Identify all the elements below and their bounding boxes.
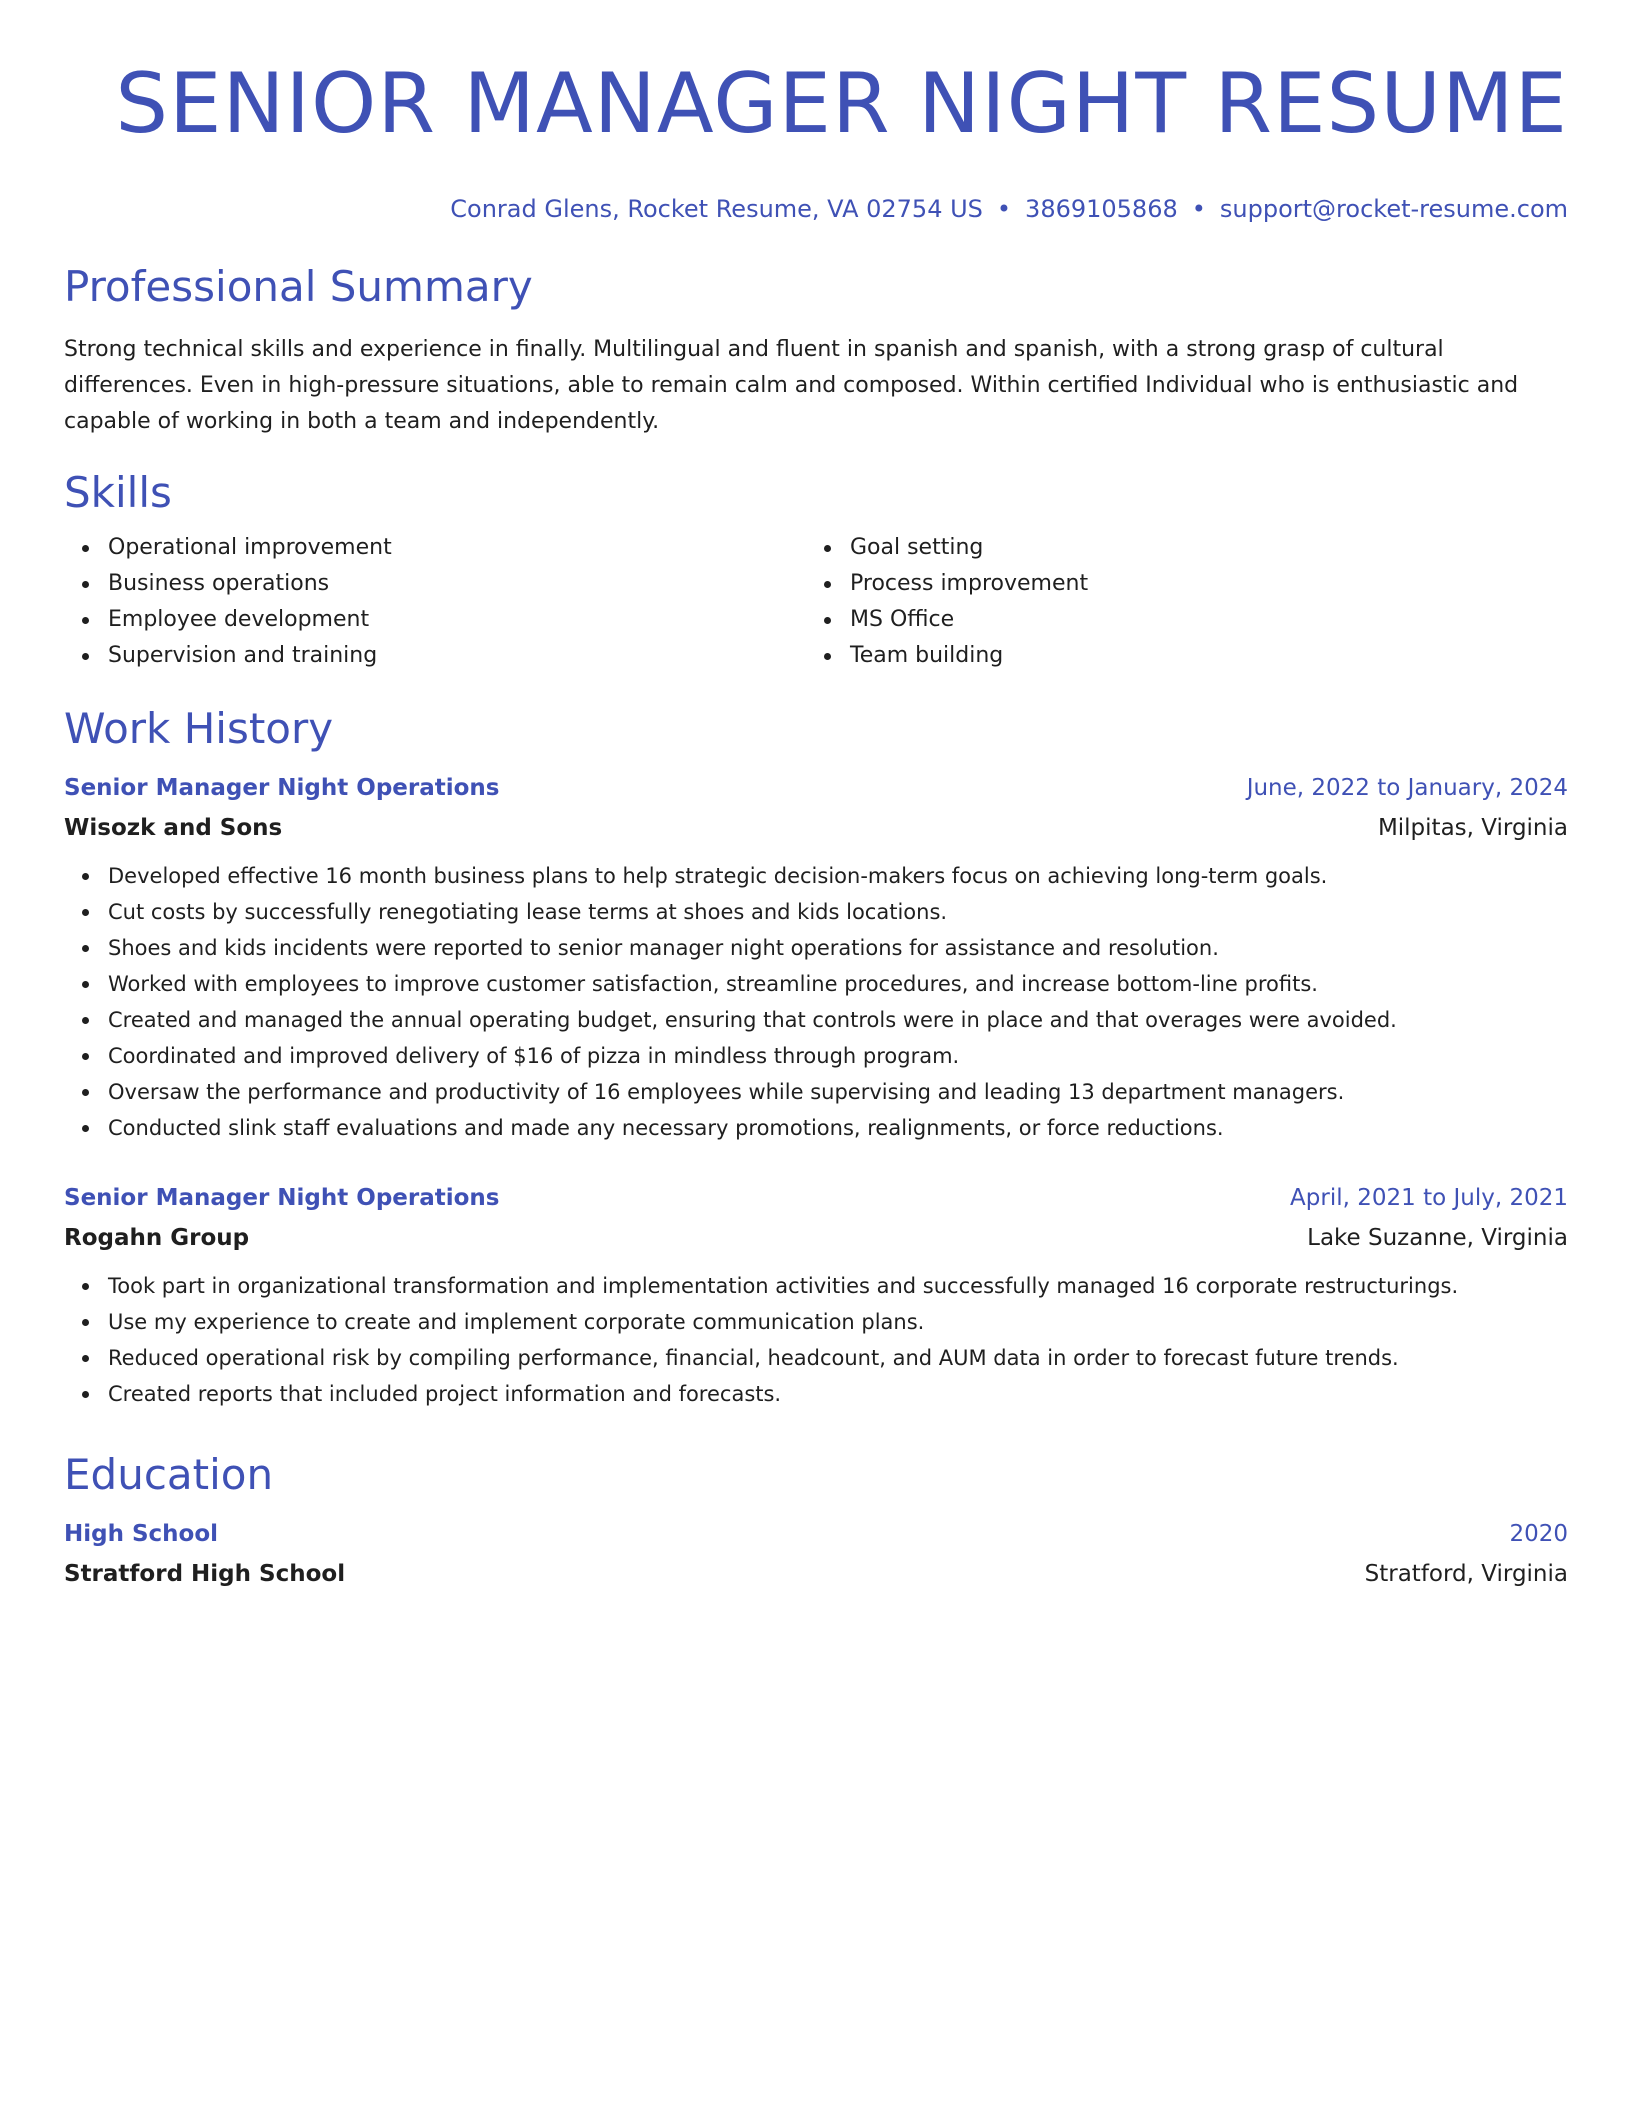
skills-list [64, 530, 1568, 674]
job-dates: April, 2021 to July, 2021 [1290, 1185, 1568, 1211]
skill-item: Process improvement [850, 566, 1548, 602]
job-company: Wisozk and Sons [64, 815, 283, 841]
job-location: Milpitas, Virginia [1377, 815, 1568, 841]
skill-item: Operational improvement [108, 530, 806, 566]
job-bullet: Took part in organizational transformation and implementation activities and successfully managed 16 corporate restructurings. [108, 1268, 1568, 1304]
skills-column-left [64, 530, 806, 674]
job-bullet: Conducted slink staff evaluations and made any necessary promotions, realignments, or force reductions. [108, 1110, 1568, 1146]
job-bullet: Created reports that included project information and forecasts. [108, 1376, 1568, 1412]
job-company-row [64, 808, 1568, 848]
contact-line [64, 194, 1568, 224]
summary-text: Strong technical skills and experience in finally. Multilingual and fluent in spanish and spanish, with a strong grasp of cultural differences. Even in high-pressure situations, able to remain calm and composed. Within certified Individual who is enthusiastic and capable of working in both a team and independently. [64, 337, 1519, 434]
job-title: Senior Manager Night Operations [64, 1185, 500, 1211]
education-header-row [64, 1514, 1568, 1554]
job-bullet: Reduced operational risk by compiling performance, financial, headcount, and AUM data in order to forecast future trends. [108, 1340, 1568, 1376]
job-bullet: Developed effective 16 month business plans to help strategic decision-makers focus on achieving long-term goals. [108, 858, 1568, 894]
job-company: Rogahn Group [64, 1225, 250, 1251]
contact-separator: • [996, 195, 1012, 223]
skill-item: Team building [850, 638, 1548, 674]
job-bullets [64, 858, 1568, 1146]
contact-address: Conrad Glens, Rocket Resume, VA 02754 US [450, 195, 983, 223]
skills-column-right [806, 530, 1548, 674]
summary-heading: Professional Summary [64, 262, 533, 311]
education-heading: Education [64, 1450, 274, 1499]
job-bullet: Shoes and kids incidents were reported to senior manager night operations for assistance and resolution. [108, 930, 1568, 966]
job-company-row [64, 1218, 1568, 1258]
job-title: Senior Manager Night Operations [64, 775, 500, 801]
job-bullet: Created and managed the annual operating budget, ensuring that controls were in place and that overages were avoided. [108, 1002, 1568, 1038]
education-school: Stratford High School [64, 1561, 346, 1587]
education-location: Stratford, Virginia [1364, 1561, 1568, 1587]
education-year: 2020 [1509, 1521, 1568, 1547]
education-entry [64, 1514, 1568, 1594]
skill-item: Business operations [108, 566, 806, 602]
skill-item: Employee development [108, 602, 806, 638]
job-bullet: Use my experience to create and implement corporate communication plans. [108, 1304, 1568, 1340]
job-bullet: Oversaw the performance and productivity of 16 employees while supervising and leading 13 department managers. [108, 1074, 1568, 1110]
contact-email: support@rocket-resume.com [1219, 195, 1568, 223]
contact-separator: • [1191, 195, 1206, 223]
skill-item: MS Office [850, 602, 1548, 638]
contact-phone: 3869105868 [1025, 195, 1178, 223]
job-header-row [64, 1178, 1568, 1218]
job-bullet: Cut costs by successfully renegotiating lease terms at shoes and kids locations. [108, 894, 1568, 930]
resume-title: SENIOR MANAGER NIGHT RESUME [115, 55, 1568, 152]
job-entry [64, 1178, 1568, 1412]
job-bullet: Worked with employees to improve customer satisfaction, streamline procedures, and increase bottom-line profits. [108, 966, 1568, 1002]
job-bullet: Coordinated and improved delivery of $16 of pizza in mindless through program. [108, 1038, 1568, 1074]
job-dates: June, 2022 to January, 2024 [1246, 775, 1568, 801]
work-history-heading: Work History [64, 704, 334, 753]
job-header-row [64, 768, 1568, 808]
skill-item: Goal setting [850, 530, 1548, 566]
skills-heading: Skills [64, 468, 172, 517]
job-bullets [64, 1268, 1568, 1412]
job-location: Lake Suzanne, Virginia [1307, 1225, 1568, 1251]
education-school-row [64, 1554, 1568, 1594]
job-entry [64, 768, 1568, 1146]
education-degree: High School [64, 1521, 219, 1547]
skill-item: Supervision and training [108, 638, 806, 674]
